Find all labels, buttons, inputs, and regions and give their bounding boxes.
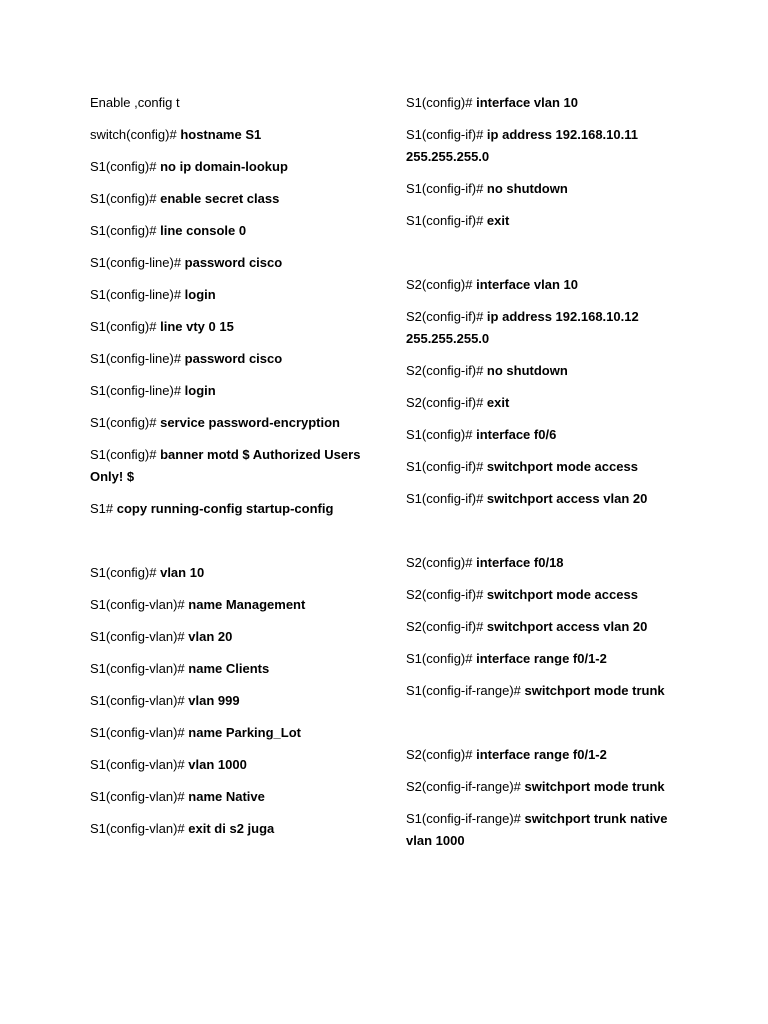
line-command: hostname S1 (180, 127, 262, 142)
line-prompt: S1(config-vlan)# (90, 821, 189, 836)
line-prompt: S2(config-if-range)# (406, 779, 525, 794)
line-command: line console 0 (160, 223, 247, 238)
line-prompt: S1(config-vlan)# (90, 597, 189, 612)
line-prompt: S2(config-if)# (406, 587, 487, 602)
line-command: login (184, 383, 216, 398)
line-prompt: S1(config)# (406, 651, 477, 666)
line-command: enable secret class (160, 191, 280, 206)
line-prompt: S1(config-vlan)# (90, 661, 189, 676)
config-line (90, 188, 390, 210)
line-prompt: S2(config-if)# (406, 395, 487, 410)
config-line (406, 274, 696, 296)
line-prompt: S1(config-vlan)# (90, 629, 189, 644)
section-spacer (406, 242, 696, 274)
config-line (90, 626, 390, 648)
line-prompt: S1(config-if)# (406, 491, 487, 506)
line-prompt: Enable ,config t (90, 95, 180, 110)
line-command: no ip domain-lookup (160, 159, 288, 174)
line-command: ip address 192.168.10.11 255.255.255.0 (406, 127, 638, 164)
config-line (90, 498, 390, 520)
config-line (406, 124, 696, 168)
config-line (406, 456, 696, 478)
line-command: switchport mode access (486, 459, 638, 474)
line-prompt: S1(config-if)# (406, 127, 487, 142)
config-line (90, 124, 390, 146)
config-line (406, 178, 696, 200)
line-prompt: S1(config)# (90, 159, 161, 174)
config-line (90, 658, 390, 680)
config-line (90, 594, 390, 616)
line-prompt: S2(config-if)# (406, 309, 487, 324)
line-command: name Clients (188, 661, 270, 676)
config-line (90, 818, 390, 840)
line-prompt: S1(config-vlan)# (90, 725, 189, 740)
line-prompt: S1(config-line)# (90, 287, 185, 302)
section-spacer (406, 520, 696, 552)
line-prompt: S1(config-vlan)# (90, 789, 189, 804)
config-line (406, 680, 696, 702)
line-prompt: S1(config-if)# (406, 181, 487, 196)
line-prompt: S1(config)# (90, 319, 161, 334)
config-line (90, 722, 390, 744)
line-command: interface f0/6 (476, 427, 557, 442)
line-prompt: S2(config)# (406, 747, 477, 762)
line-command: service password-encryption (160, 415, 340, 430)
line-prompt: S2(config)# (406, 277, 477, 292)
config-line (90, 380, 390, 402)
line-prompt: S1(config)# (406, 95, 477, 110)
line-prompt: S1(config)# (90, 415, 161, 430)
section-spacer (406, 712, 696, 744)
line-command: interface range f0/1-2 (476, 651, 607, 666)
config-line (406, 306, 696, 350)
line-command: password cisco (184, 351, 283, 366)
line-command: switchport access vlan 20 (486, 491, 648, 506)
line-command: switchport trunk native vlan 1000 (406, 811, 668, 848)
line-command: interface vlan 10 (476, 277, 578, 292)
line-command: copy running-config startup-config (116, 501, 334, 516)
config-line (90, 284, 390, 306)
config-line (406, 424, 696, 446)
line-prompt: S1(config-vlan)# (90, 693, 189, 708)
config-line (90, 754, 390, 776)
config-line (90, 316, 390, 338)
config-line (90, 252, 390, 274)
config-line (406, 744, 696, 766)
line-command: vlan 1000 (188, 757, 247, 772)
line-prompt: S1(config)# (90, 447, 161, 462)
config-line (406, 776, 696, 798)
line-prompt: S1# (90, 501, 117, 516)
config-line (406, 210, 696, 232)
config-line (90, 348, 390, 370)
line-prompt: S1(config-if-range)# (406, 683, 525, 698)
config-line (406, 808, 696, 852)
config-line (406, 392, 696, 414)
line-prompt: S2(config-if)# (406, 619, 487, 634)
line-command: vlan 999 (188, 693, 240, 708)
line-command: interface vlan 10 (476, 95, 578, 110)
config-line (90, 156, 390, 178)
line-prompt: S1(config-vlan)# (90, 757, 189, 772)
line-command: password cisco (184, 255, 283, 270)
config-line (90, 92, 390, 114)
line-command: exit (486, 395, 510, 410)
line-prompt: S1(config-line)# (90, 351, 185, 366)
config-line (406, 648, 696, 670)
config-line (90, 786, 390, 808)
line-command: no shutdown (486, 181, 568, 196)
line-command: login (184, 287, 216, 302)
config-line (90, 412, 390, 434)
line-command: interface range f0/1-2 (476, 747, 607, 762)
section-spacer (90, 530, 390, 562)
line-command: switchport access vlan 20 (486, 619, 648, 634)
line-prompt: S1(config-if-range)# (406, 811, 525, 826)
line-command: line vty 0 15 (160, 319, 234, 334)
line-prompt: switch(config)# (90, 127, 181, 142)
line-command: exit di s2 juga (188, 821, 275, 836)
line-prompt: S1(config)# (90, 223, 161, 238)
line-command: switchport mode trunk (524, 779, 665, 794)
config-line (90, 690, 390, 712)
line-command: interface f0/18 (476, 555, 564, 570)
right-column (406, 92, 696, 862)
line-command: vlan 20 (188, 629, 233, 644)
line-command: switchport mode trunk (524, 683, 665, 698)
line-prompt: S1(config)# (90, 565, 161, 580)
line-command: name Management (188, 597, 306, 612)
line-command: banner motd $ Authorized Users Only! $ (90, 447, 361, 484)
config-line (406, 488, 696, 510)
left-column (90, 92, 390, 850)
config-line (406, 92, 696, 114)
config-line (406, 584, 696, 606)
line-prompt: S1(config-line)# (90, 255, 185, 270)
line-prompt: S1(config-if)# (406, 459, 487, 474)
line-prompt: S2(config)# (406, 555, 477, 570)
config-line (90, 444, 390, 488)
line-prompt: S1(config)# (406, 427, 477, 442)
line-command: name Native (188, 789, 265, 804)
line-command: vlan 10 (160, 565, 205, 580)
config-line (406, 552, 696, 574)
config-line (406, 616, 696, 638)
line-prompt: S1(config-line)# (90, 383, 185, 398)
line-prompt: S1(config-if)# (406, 213, 487, 228)
line-command: name Parking_Lot (188, 725, 301, 740)
line-command: switchport mode access (486, 587, 638, 602)
line-command: ip address 192.168.10.12 255.255.255.0 (406, 309, 639, 346)
line-command: no shutdown (486, 363, 568, 378)
config-line (90, 220, 390, 242)
config-line (90, 562, 390, 584)
line-prompt: S2(config-if)# (406, 363, 487, 378)
line-command: exit (486, 213, 510, 228)
config-line (406, 360, 696, 382)
line-prompt: S1(config)# (90, 191, 161, 206)
